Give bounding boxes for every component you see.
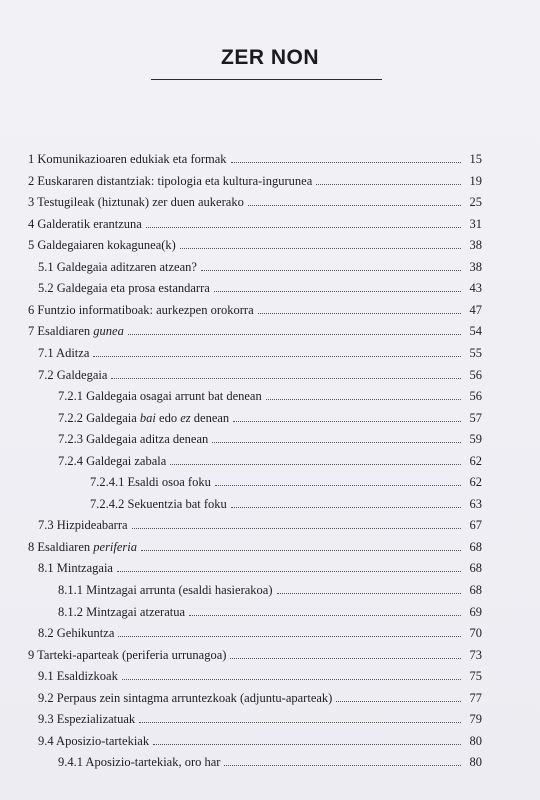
toc-page-number: 79 — [469, 712, 482, 727]
toc-entry-text: 2 Euskararen distantziak: tipologia eta kultura-ingurunea — [28, 173, 313, 188]
toc-entry — [58, 383, 482, 403]
toc-page-number: 67 — [469, 518, 482, 533]
toc-entry — [28, 297, 482, 317]
dot-leader — [111, 378, 461, 379]
toc-page-number: 38 — [469, 238, 482, 253]
toc-entry-text: 7.2.3 Galdegaia aditza denean — [58, 432, 209, 447]
toc-entry-text: 7.3 Hizpideabarra — [38, 518, 128, 533]
toc-entry-text: 8.2 Gehikuntza — [38, 626, 115, 641]
toc-entry — [38, 254, 482, 274]
toc-entry-text: 8.1.2 Mintzagai atzeratua — [58, 604, 186, 619]
toc-entry-title — [58, 432, 208, 446]
toc-page-number: 63 — [469, 496, 482, 511]
toc-entry — [58, 426, 482, 446]
toc-entry-text: 6 Funtzio informatiboak: aurkezpen orokorra — [28, 302, 254, 317]
toc-page-number: 68 — [469, 561, 482, 576]
toc-page-number: 43 — [469, 281, 482, 296]
dot-leader — [224, 765, 461, 766]
dot-leader — [316, 184, 461, 185]
toc-entry — [58, 448, 482, 468]
toc-entry-text: 9.3 Espezializatuak — [38, 712, 136, 727]
toc-entry-text: 4 Galderatik erantzuna — [28, 216, 142, 231]
toc-entry-text: 9.4 Aposizio-tartekiak — [38, 733, 150, 748]
toc-entry — [38, 340, 482, 360]
toc-entry — [58, 749, 482, 769]
toc-entry-title — [58, 454, 166, 468]
toc-entry-title — [90, 497, 227, 511]
toc-entry — [28, 534, 482, 554]
toc-entry-text: 7.2.2 Galdegaia — [58, 410, 140, 425]
toc-page-number: 80 — [469, 733, 482, 748]
toc-entry-text: 5.1 Galdegaia aditzaren atzean? — [38, 259, 197, 274]
dot-leader — [231, 162, 461, 163]
toc-entry-title — [58, 583, 273, 597]
toc-entry — [28, 189, 482, 209]
dot-leader — [153, 744, 461, 745]
toc-entry — [38, 362, 482, 382]
toc-page-number: 54 — [469, 324, 482, 339]
toc-entry-title — [28, 324, 124, 338]
toc-entry-title — [38, 518, 128, 532]
toc-entry-text: 7.2.4.1 Esaldi osoa foku — [90, 475, 211, 490]
toc-entry-title — [38, 734, 149, 748]
toc-page-number: 70 — [469, 626, 482, 641]
toc-entry-text: 7.1 Aditza — [38, 345, 90, 360]
toc-page-number: 19 — [469, 173, 482, 188]
dot-leader — [139, 722, 461, 723]
toc-page-number: 62 — [469, 453, 482, 468]
toc-entry — [38, 555, 482, 575]
toc-page-number: 56 — [469, 389, 482, 404]
toc-entry — [38, 512, 482, 532]
toc-entry — [28, 642, 482, 662]
dot-leader — [258, 313, 461, 314]
toc-entry-italic-term: ez — [180, 410, 191, 425]
title-rule — [151, 79, 382, 80]
dot-leader — [212, 442, 461, 443]
toc-entry — [28, 211, 482, 231]
toc-page-number: 68 — [469, 583, 482, 597]
toc-entry — [38, 275, 482, 295]
toc-entry — [28, 232, 482, 252]
toc-entry-text: 7 Esaldiaren — [28, 324, 94, 339]
toc-entry-text: 7.2.4.2 Sekuentzia bat foku — [90, 496, 227, 511]
toc-entry-italic-term: gunea — [93, 324, 124, 339]
dot-leader — [180, 248, 461, 249]
toc-entry-text: edo — [155, 410, 181, 425]
toc-entry-title — [38, 260, 197, 274]
toc-entry-title — [28, 648, 226, 662]
toc-entry-title — [28, 540, 137, 554]
toc-entry-title — [38, 281, 210, 295]
toc-entry-title — [38, 691, 332, 705]
toc-entry-title — [38, 626, 114, 640]
toc-entry — [28, 168, 482, 188]
dot-leader — [189, 615, 461, 616]
toc-entry-text: 9.2 Perpaus zein sintagma arruntezkoak (adjuntu-aparteak) — [38, 690, 333, 705]
dot-leader — [93, 356, 461, 357]
toc-entry-title — [58, 755, 220, 769]
toc-entry — [38, 620, 482, 640]
dot-leader — [201, 270, 461, 271]
dot-leader — [248, 205, 461, 206]
toc-entry-title — [58, 389, 262, 403]
toc-entry-text: 9 Tarteki-aparteak (periferia urrunagoa) — [28, 647, 227, 662]
dot-leader — [132, 528, 461, 529]
toc-entry-italic-term: periferia — [93, 539, 138, 554]
toc-entry — [58, 577, 482, 597]
toc-entry-text: 5 Galdegaiaren kokagunea(k) — [28, 238, 176, 253]
dot-leader — [118, 636, 461, 637]
toc-page-number: 57 — [469, 410, 482, 425]
toc-entry-text: 8 Esaldiaren — [28, 539, 94, 554]
toc-entry-text: 9.4.1 Aposizio-tartekiak, oro har — [58, 755, 221, 770]
toc-page-number: 15 — [469, 152, 482, 166]
toc-page-number: 31 — [469, 216, 482, 231]
toc-entry-title — [28, 195, 244, 209]
dot-leader — [141, 550, 461, 551]
dot-leader — [146, 227, 461, 228]
toc-entry-text: denean — [190, 410, 230, 425]
toc-entry — [28, 318, 482, 338]
dot-leader — [170, 464, 461, 465]
toc-entry-title — [58, 605, 185, 619]
toc-entry — [38, 728, 482, 748]
toc-page-number: 25 — [469, 195, 482, 210]
toc-entry-text: 8.1 Mintzagaia — [38, 561, 113, 576]
toc-entry-title — [28, 152, 227, 166]
toc-entry-title — [38, 561, 113, 575]
toc-page-number: 73 — [469, 647, 482, 662]
page-title: ZER NON — [221, 46, 319, 69]
toc-entry-title — [28, 217, 142, 231]
toc-page-number: 38 — [469, 259, 482, 274]
toc-entry — [38, 663, 482, 683]
dot-leader — [214, 291, 461, 292]
toc-entry-title — [28, 238, 176, 252]
toc-page-number: 59 — [469, 432, 482, 447]
toc-entry-title — [38, 712, 135, 726]
dot-leader — [122, 679, 461, 680]
toc-entry-title — [90, 475, 211, 489]
toc-page-number: 80 — [469, 755, 482, 770]
toc-entry — [28, 146, 482, 166]
toc-page-number: 75 — [469, 669, 482, 684]
toc-entry-title — [38, 368, 107, 382]
toc-page-number: 55 — [469, 345, 482, 360]
toc-entry-text: 9.1 Esaldizkoak — [38, 669, 118, 684]
toc-entry-title — [38, 346, 89, 360]
toc-entry-italic-term: bai — [139, 410, 156, 425]
toc-page-number: 47 — [469, 302, 482, 317]
toc-entry-title — [58, 411, 229, 425]
toc-entry-title — [28, 174, 312, 188]
toc-entry-text: 8.1.1 Mintzagai arrunta (esaldi hasierakoa) — [58, 583, 273, 597]
toc-page-number: 69 — [469, 604, 482, 619]
toc-page-number: 68 — [469, 539, 482, 554]
dot-leader — [231, 507, 461, 508]
toc-entry — [58, 405, 482, 425]
toc-page-number: 77 — [469, 690, 482, 705]
toc-entry-text: 1 Komunikazioaren edukiak eta formak — [28, 152, 227, 166]
dot-leader — [336, 701, 461, 702]
toc-entry-text: 5.2 Galdegaia eta prosa estandarra — [38, 281, 210, 296]
toc-entry-title — [38, 669, 118, 683]
toc-entry — [90, 469, 482, 489]
toc-entry-text: 3 Testugileak (hiztunak) zer duen aukerako — [28, 195, 244, 210]
toc-entry-text: 7.2 Galdegaia — [38, 367, 108, 382]
toc-entry — [90, 491, 482, 511]
toc-entry — [38, 706, 482, 726]
toc-entry-title — [28, 303, 254, 317]
toc-entry-text: 7.2.1 Galdegaia osagai arrunt bat denean — [58, 389, 262, 404]
dot-leader — [128, 334, 461, 335]
dot-leader — [266, 399, 461, 400]
dot-leader — [230, 658, 461, 659]
dot-leader — [233, 421, 461, 422]
toc-page-number: 62 — [469, 475, 482, 490]
toc-entry — [38, 685, 482, 705]
dot-leader — [215, 485, 461, 486]
toc-entry — [58, 599, 482, 619]
toc-entry-text: 7.2.4 Galdegai zabala — [58, 453, 167, 468]
toc-page-number: 56 — [469, 367, 482, 382]
dot-leader — [117, 571, 461, 572]
dot-leader — [277, 593, 462, 594]
